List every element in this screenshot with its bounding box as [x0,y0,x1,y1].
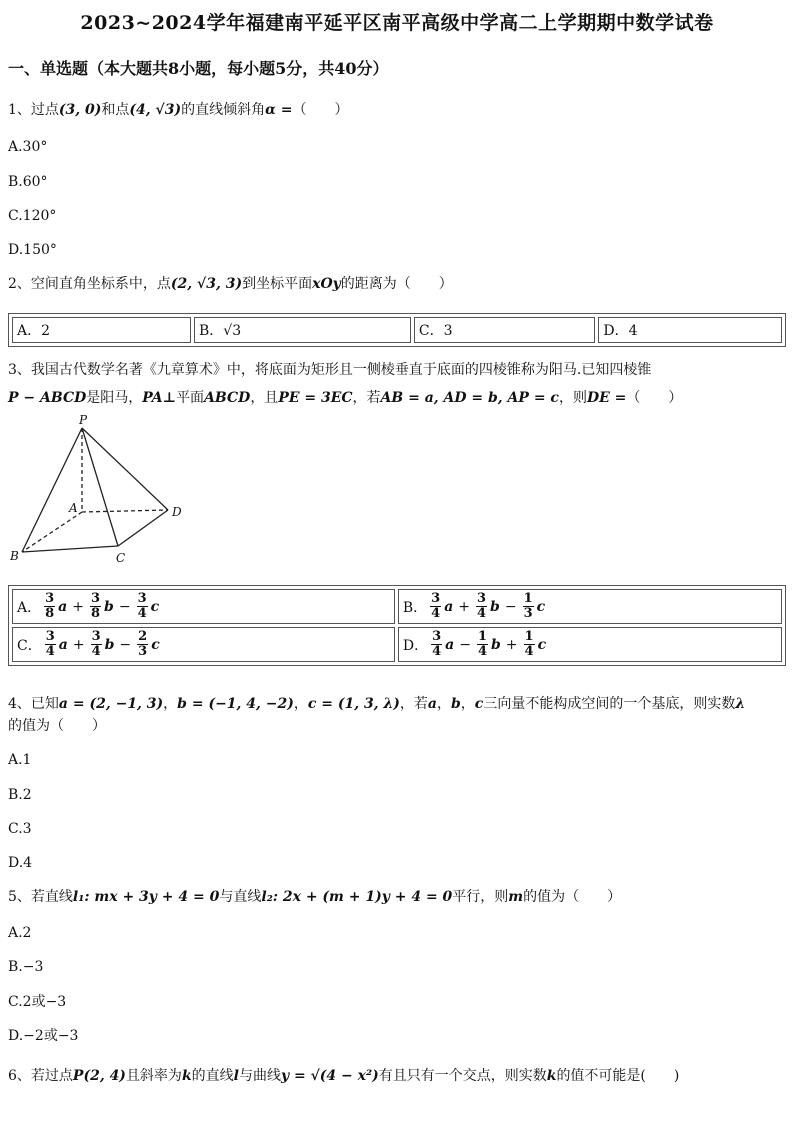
numerator: 3 [90,591,101,606]
denominator: 8 [45,606,55,621]
option-label: D． [402,637,429,654]
q2-option-c[interactable]: C．3 [414,317,595,343]
vector: b [490,636,501,653]
numerator: 1 [523,591,533,606]
denominator: 4 [431,606,441,621]
q5-text: 平行，则 [452,889,509,905]
page-title: 2023~2024学年福建南平延平区南平高级中学高二上学期期中数学试卷 [80,12,714,34]
q3-text: ，若 [352,390,381,406]
q1-text: 和点 [101,102,130,118]
q6-text: 的直线 [191,1068,234,1084]
option-label: A． [17,599,42,616]
denominator: 8 [90,606,101,621]
edge-pb [22,428,82,552]
q5-option-c[interactable]: C.2或−3 [8,994,67,1010]
q5-option-d[interactable]: D.−2或−3 [8,1028,79,1044]
q2-option-d[interactable]: D．4 [598,317,782,343]
q2-text: 2、空间直角坐标系中，点 [8,276,171,292]
vector: b [490,598,500,615]
numerator: 3 [137,591,147,606]
q1-text: （ ） [292,102,349,118]
label-a: A [69,501,78,515]
q6-text: 的值不可能是( ) [556,1068,680,1084]
q4-option-c[interactable]: C.3 [8,821,32,837]
q1-math: (3, 0) [58,102,102,118]
numerator: 3 [432,629,442,644]
denominator: 4 [45,644,55,659]
q3-math: DE = [586,390,627,406]
q5-text: 的值为（ ） [523,889,622,905]
operator: − [504,598,517,615]
q4-math: c [474,696,484,712]
operator: − [118,598,131,615]
fraction [44,592,55,621]
q2-math: xOy [312,276,341,292]
fraction [477,630,488,659]
q2-option-a[interactable]: A．2 [12,317,191,343]
denominator: 4 [477,644,487,659]
numerator: 3 [477,591,487,606]
q3-text: （ ） [626,390,683,406]
edge-bc [22,546,118,552]
q6-math: l [233,1068,239,1084]
numerator: 3 [45,591,55,606]
q1-math: α = [265,102,293,118]
fraction [91,630,102,659]
denominator: 4 [432,644,442,659]
q4-text: ，若 [399,696,428,712]
vector: c [537,636,547,653]
pyramid-figure [8,412,208,572]
denominator: 4 [91,644,101,659]
operator: + [72,636,85,653]
q3-math: ABCD [204,390,251,406]
q4-math: a [427,696,437,712]
operator: + [72,598,84,615]
q1-math: (4, √3) [129,102,182,118]
q4-text: ， [437,696,451,712]
q3-math: AB = a, AD = b, AP = c [380,390,559,406]
section-heading: 一、单选题（本大题共8小题，每小题5分，共40分） [8,59,389,78]
denominator: 3 [523,606,533,621]
q3-text: ，且 [250,390,279,406]
q2-options-table [8,313,786,347]
q1-option-c[interactable]: C.120° [8,208,57,224]
q1-option-d[interactable]: D.150° [8,242,57,258]
q1-option-b[interactable]: B.60° [8,174,48,190]
q5-option-b[interactable]: B.−3 [8,959,44,975]
q4-text: ， [293,696,308,712]
numerator: 1 [477,629,487,644]
edge-cd [118,510,168,546]
question-2 [8,274,453,294]
q4-math: λ [735,696,746,712]
q5-text: 与直线 [219,889,262,905]
fraction [137,630,148,659]
question-3-line-2 [8,388,682,408]
numerator: 2 [138,629,148,644]
operator: − [119,636,132,653]
vector: c [151,636,160,653]
q4-text: ， [163,696,178,712]
q5-math: l₂: 2x + (m + 1)y + 4 = 0 [261,889,453,905]
q4-math: c = (1, 3, λ) [307,696,400,712]
numerator: 3 [45,629,55,644]
q6-math: k [546,1068,557,1084]
q3-text: 平面 [176,390,205,406]
label-c: C [116,551,126,565]
label-p: P [79,413,88,427]
q1-text: 1、过点 [8,102,59,118]
q5-text: 5、若直线 [8,889,73,905]
q6-math: y = √(4 − x²) [280,1068,379,1084]
question-1 [8,100,348,120]
fraction [524,630,535,659]
denominator: 3 [138,644,148,659]
q3-option-d[interactable] [398,627,782,662]
q5-math: m [508,889,524,905]
q2-text: 的距离为（ ） [340,276,453,292]
fraction [476,592,487,621]
q4-math: b [451,696,461,712]
q3-option-c[interactable] [12,627,395,662]
option-label: B． [402,599,428,616]
vector: c [150,598,160,615]
q4-option-a[interactable]: A.1 [8,752,32,768]
vector: c [536,598,546,615]
question-4-line-2: 的值为（ ） [8,718,106,734]
q3-options-table [8,585,786,666]
q5-math: l₁: mx + 3y + 4 = 0 [72,889,220,905]
vector: a [444,598,454,615]
q4-option-b[interactable]: B.2 [8,787,32,803]
q4-option-d[interactable]: D.4 [8,855,33,871]
denominator: 4 [477,606,487,621]
vector: a [58,598,68,615]
numerator: 1 [524,629,534,644]
q2-math: (2, √3, 3) [170,276,243,292]
q3-option-a[interactable] [12,589,395,624]
q3-math: PA⊥ [142,390,177,406]
vector: a [445,636,455,653]
q3-option-b[interactable] [398,589,782,624]
q6-text: 与曲线 [238,1068,281,1084]
q4-text: ， [460,696,475,712]
vector: a [58,636,68,653]
q4-math: b = (−1, 4, −2) [177,696,294,712]
vector: b [104,598,114,615]
vector: b [104,636,115,653]
fraction [431,630,442,659]
q6-math: P(2, 4) [72,1068,126,1084]
q3-math: P − ABCD [8,390,87,406]
edge-ad [82,510,168,512]
q6-text: 有且只有一个交点，则实数 [378,1068,547,1084]
label-d: D [172,505,182,519]
label-b: B [10,549,19,563]
q6-math: k [181,1068,192,1084]
fraction [45,630,56,659]
q1-option-a[interactable]: A.30° [8,139,48,155]
q2-option-b[interactable]: B．√3 [194,317,411,343]
fraction [90,592,101,621]
q4-text: 三向量不能构成空间的一个基底，则实数 [483,696,736,712]
q4-math: a = (2, −1, 3) [58,696,164,712]
question-6 [8,1066,679,1086]
denominator: 4 [137,606,147,621]
q3-math: PE = 3EC [278,390,353,406]
q6-text: 且斜率为 [125,1068,182,1084]
question-5 [8,887,621,907]
q2-text: 到坐标平面 [242,276,313,292]
fraction [430,592,441,621]
q3-text: 是阳马， [86,390,143,406]
option-label: C． [17,637,42,654]
operator: + [505,636,518,653]
operator: − [459,636,471,653]
question-4-line-1 [8,694,745,714]
numerator: 3 [91,629,101,644]
denominator: 4 [524,644,534,659]
q5-option-a[interactable]: A.2 [8,925,32,941]
operator: + [458,598,470,615]
fraction [137,592,148,621]
q6-text: 6、若过点 [8,1068,73,1084]
q3-text: ，则 [558,390,587,406]
fraction [523,592,534,621]
q4-text: 4、已知 [8,696,59,712]
q1-text: 的直线倾斜角 [181,102,266,118]
numerator: 3 [431,591,441,606]
question-3-line-1: 3、我国古代数学名著《九章算术》中，将底面为矩形且一侧棱垂直于底面的四棱锥称为阳马.已知四棱锥 [8,362,652,378]
